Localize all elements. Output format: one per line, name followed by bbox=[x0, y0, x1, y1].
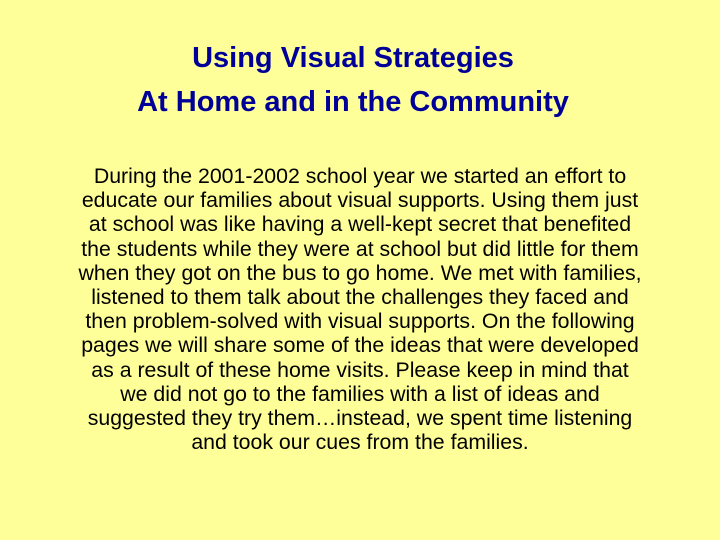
slide-title bbox=[0, 36, 706, 124]
body-line: we did not go to the families with a list of ideas and bbox=[120, 381, 600, 406]
title-line: Using Visual Strategies bbox=[192, 42, 514, 74]
body-line: During the 2001-2002 school year we started an effort to bbox=[93, 164, 627, 188]
body-line: educate our families about visual supports. Using them just bbox=[81, 188, 639, 213]
body-line: as a result of these home visits. Please keep in mind that bbox=[91, 357, 629, 382]
body-line: pages we will share some of the ideas that were developed bbox=[81, 333, 639, 358]
body-line: the students while they were at school but did little for them bbox=[81, 236, 639, 261]
title-line: At Home and in the Community bbox=[137, 86, 569, 118]
body-line: then problem-solved with visual supports. On the following bbox=[85, 309, 635, 334]
body-line: when they got on the bus to go home. We met with families, bbox=[78, 260, 642, 285]
body-line: listened to them talk about the challenges they faced and bbox=[91, 285, 629, 310]
body-line: suggested they try them…instead, we spent time listening bbox=[87, 406, 633, 431]
body-paragraph bbox=[18, 164, 702, 454]
body-line: at school was like having a well-kept secret that benefited bbox=[88, 212, 632, 237]
body-line: and took our cues from the families. bbox=[191, 430, 529, 455]
